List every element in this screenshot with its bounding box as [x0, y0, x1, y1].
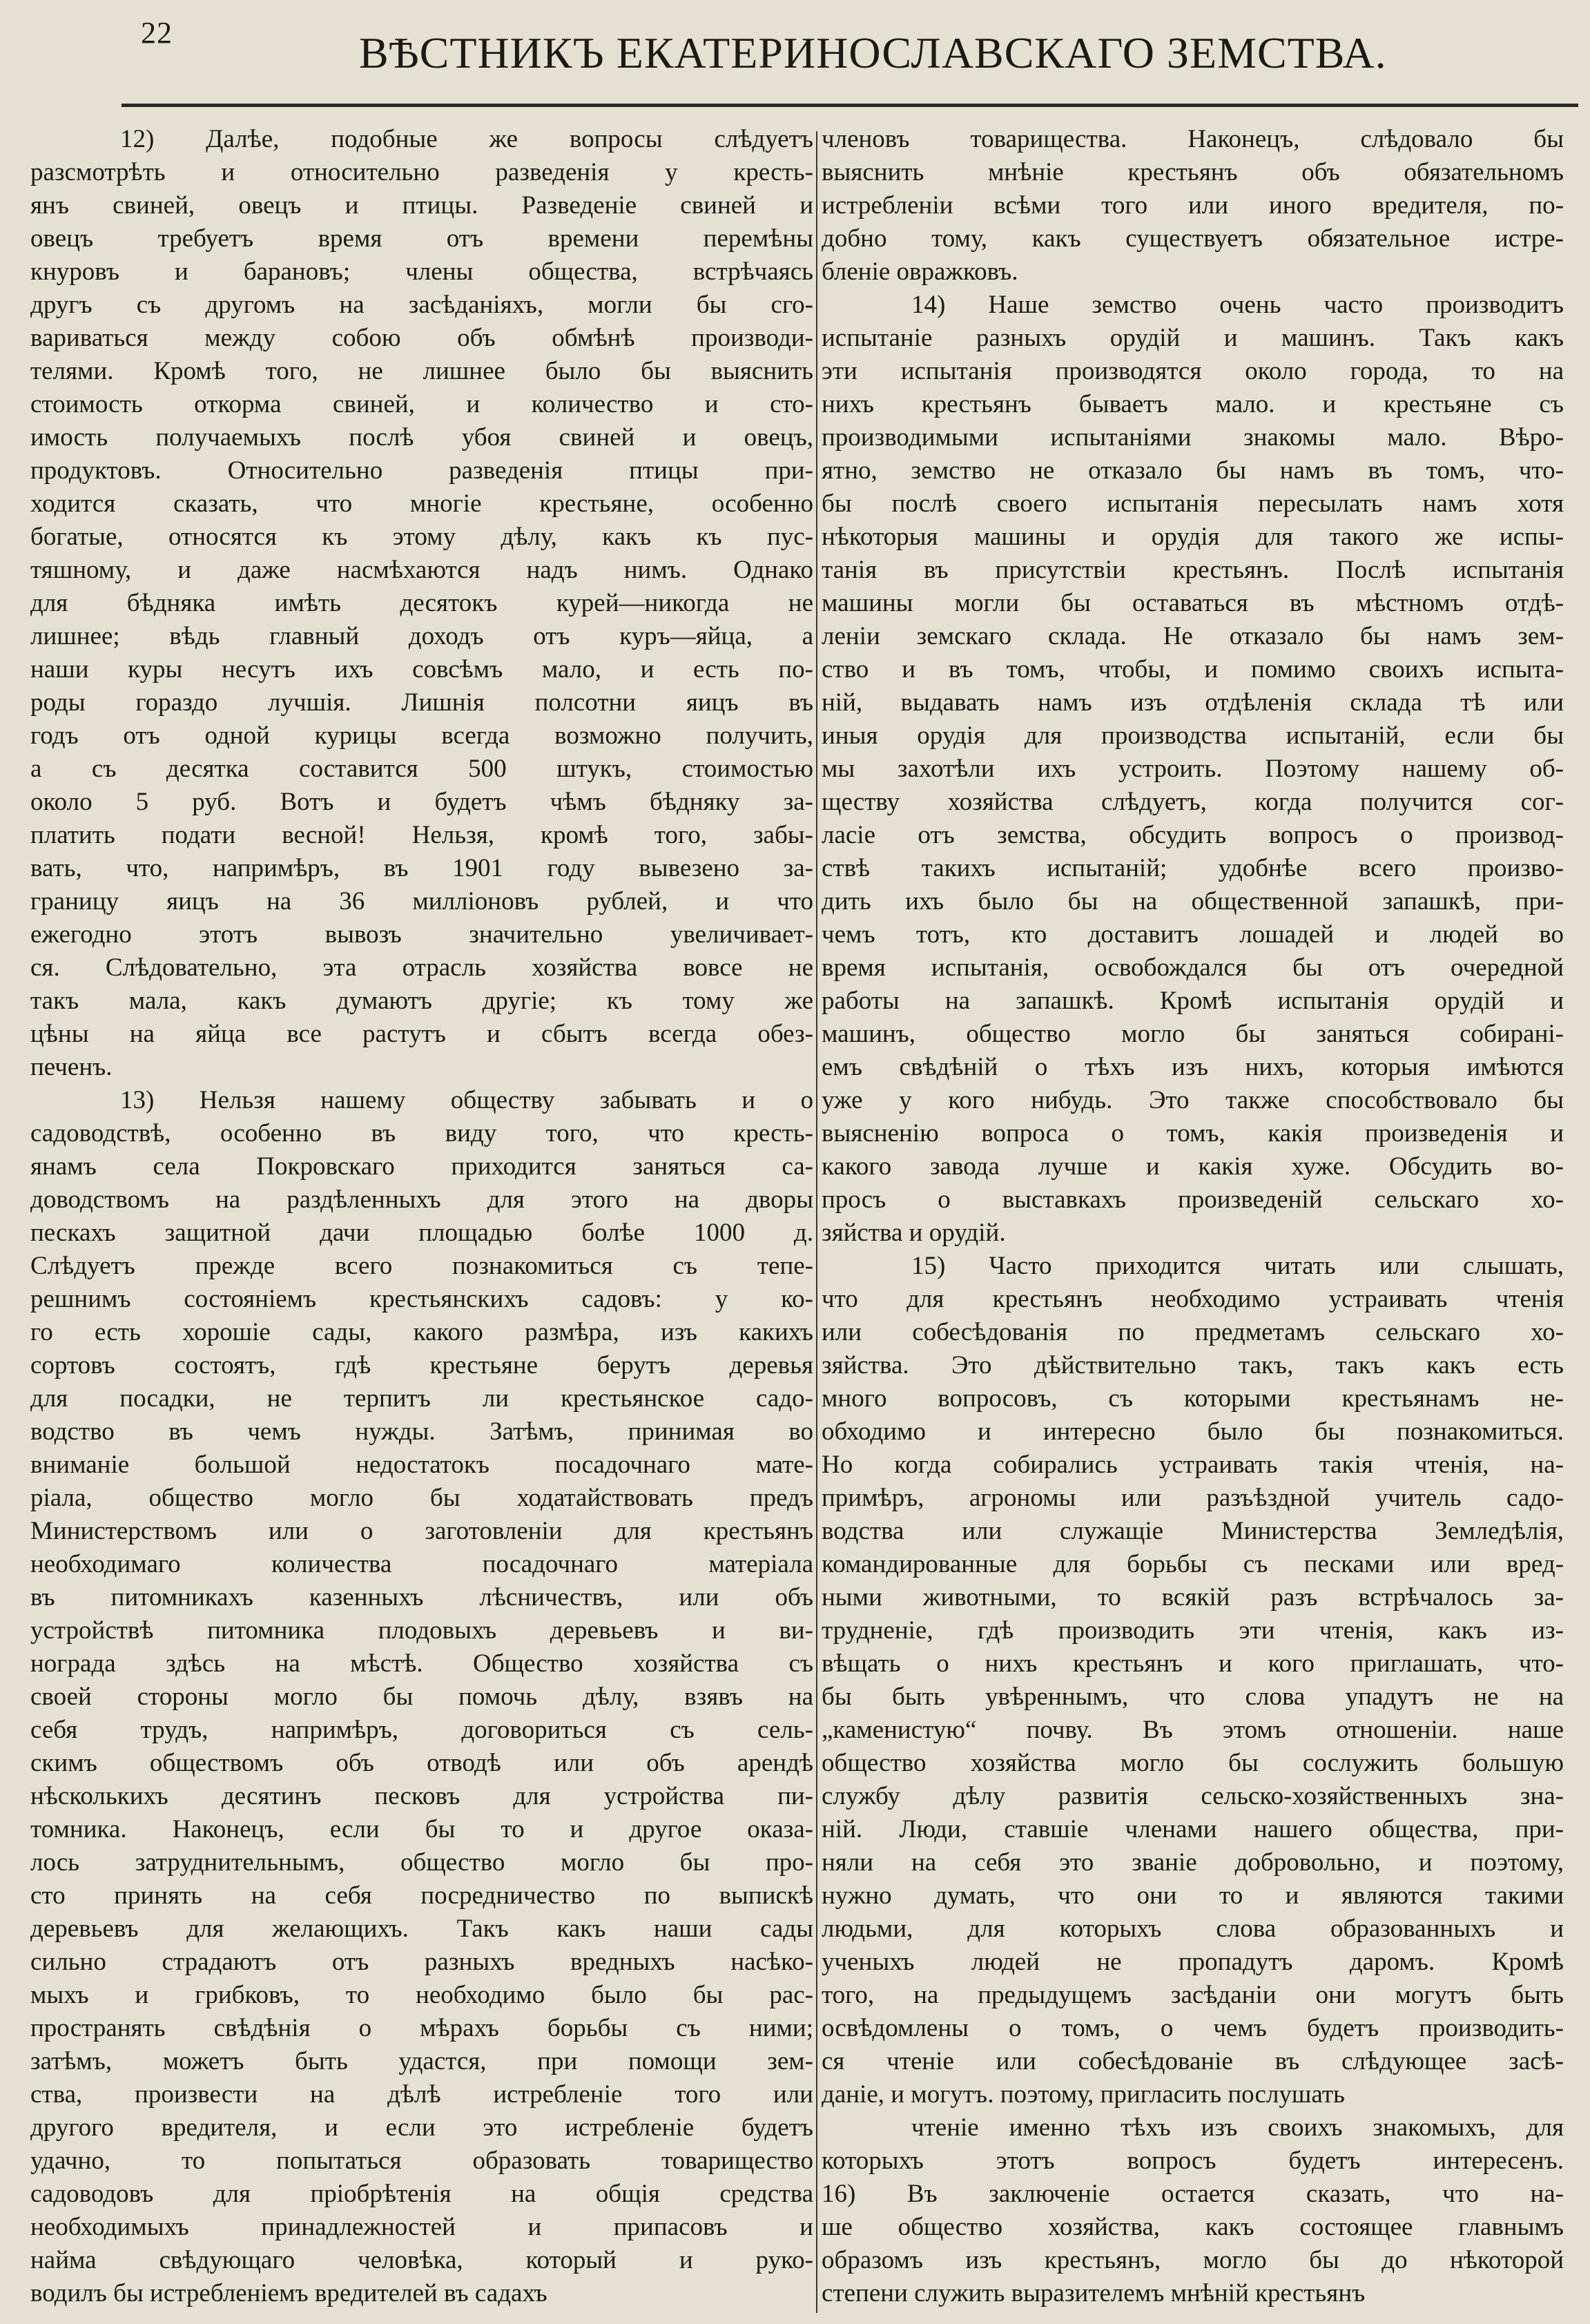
text-line: леніи земскаго склада. Не отказало бы намъ зем- [822, 622, 1564, 650]
text-line: чтеніе именно тѣхъ изъ своихъ знакомыхъ, для [911, 2113, 1564, 2142]
text-line: лишнее; вѣдь главный доходъ отъ куръ—яйца, а [30, 622, 813, 650]
text-line: необходимаго количества посадочнаго матеріала [30, 1550, 813, 1578]
text-line: садоводствѣ, особенно въ виду того, что кресть- [30, 1119, 813, 1148]
text-line: роды гораздо лучшія. Лишнія полсотни яицъ въ [30, 688, 813, 717]
text-line: янамъ села Покровскаго приходится заняться са- [30, 1152, 813, 1181]
text-line: или собесѣдованія по предметамъ сельскаго хо- [822, 1318, 1564, 1346]
text-line: чемъ тотъ, кто доставитъ лошадей и людей во [822, 920, 1564, 949]
text-line: 15) Часто приходится читать или слышать, [911, 1252, 1564, 1280]
text-line: сортовъ состоятъ, гдѣ крестьяне берутъ деревья [30, 1351, 813, 1379]
text-line: производимыми испытаніями знакомы мало. Вѣро- [822, 423, 1564, 452]
text-line: ласіе отъ земства, обсудить вопросъ о производ- [822, 821, 1564, 849]
text-line: нѣсколькихъ десятинъ песковъ для устройства пи- [30, 1782, 813, 1810]
text-line: Министерствомъ или о заготовленіи для крестьянъ [30, 1517, 813, 1545]
text-line: даніе, и могутъ. поэтому, пригласить послушать [822, 2080, 1345, 2109]
text-line: для посадки, не терпитъ ли крестьянское садо- [30, 1384, 813, 1413]
text-line: командированные для борьбы съ песками или вред- [822, 1550, 1564, 1578]
text-line: скимъ обществомъ объ отводѣ или объ арендѣ [30, 1749, 813, 1777]
text-line: „каменистую“ почву. Въ этомъ отношеніи. наше [822, 1716, 1564, 1744]
text-line: въ питомникахъ казенныхъ лѣсничествъ, или объ [30, 1583, 813, 1611]
text-line: бы послѣ своего испытанія пересылать намъ хотя [822, 490, 1564, 518]
text-line: своей стороны могло бы помочь дѣлу, взявъ на [30, 1683, 813, 1711]
text-line: около 5 руб. Вотъ и будетъ чѣмъ бѣдняку за- [30, 788, 813, 816]
text-line: нѣкоторыя машины и орудія для такого же испы- [822, 523, 1564, 551]
text-line: Но когда собирались устраивать такія чтенія, на- [822, 1451, 1564, 1479]
text-line: а съ десятка составится 500 штукъ, стоимостью [30, 755, 813, 783]
text-line: бы быть увѣреннымъ, что слова упадутъ не на [822, 1683, 1564, 1711]
text-line: вниманіе большой недостатокъ посадочнаго мате- [30, 1451, 813, 1479]
text-line: машинъ, общество могло бы заняться собирані- [822, 1020, 1564, 1048]
text-line: ходится сказать, что многіе крестьяне, особенно [30, 490, 813, 518]
text-line: мыхъ и грибковъ, то необходимо было бы рас- [30, 1981, 813, 2009]
text-line: машины могли бы оставаться въ мѣстномъ отдѣ- [822, 589, 1564, 617]
text-line: садоводовъ для пріобрѣтенія на общія средства [30, 2180, 813, 2208]
text-line: водилъ бы истребленіемъ вредителей въ садахъ [30, 2279, 547, 2307]
text-line: наши куры несутъ ихъ совсѣмъ мало, и есть по- [30, 655, 813, 684]
text-line: вать, что, напримѣръ, въ 1901 году вывезено за- [30, 854, 813, 882]
text-line: ства, произвести на дѣлѣ истребленіе того или [30, 2080, 813, 2109]
text-line: 12) Далѣе, подобные же вопросы слѣдуетъ [120, 125, 813, 153]
journal-title: ВѢСТНИКЪ ЕКАТЕРИНОСЛАВСКАГО ЗЕМСТВА. [359, 28, 1387, 77]
text-line: обходимо и интересно было бы познакомиться. [822, 1417, 1564, 1446]
text-line: няли на себя это званіе добровольно, и поэтому, [822, 1848, 1564, 1877]
text-line: истребленіи всѣми того или иного вредителя, по- [822, 191, 1564, 220]
text-line: 14) Наше земство очень часто производитъ [911, 291, 1564, 319]
text-line: Слѣдуетъ прежде всего познакомиться съ тепе- [30, 1252, 813, 1280]
text-line: сто принять на себя посредничество по выпискѣ [30, 1881, 813, 1910]
text-line: водство въ чемъ нужды. Затѣмъ, принимая во [30, 1417, 813, 1446]
text-line: образомъ изъ крестьянъ, могло бы до нѣкоторой [822, 2246, 1564, 2274]
text-line: имость получаемыхъ послѣ убоя свиней и овецъ, [30, 423, 813, 452]
text-line: освѣдомлены о томъ, о чемъ будетъ производить- [822, 2014, 1564, 2042]
text-line: степени служить выразителемъ мнѣній крестьянъ [822, 2279, 1366, 2307]
page-number: 22 [141, 16, 173, 50]
text-line: найма свѣдующаго человѣка, который и руко- [30, 2246, 813, 2274]
text-line: выяснить мнѣніе крестьянъ объ обязательномъ [822, 158, 1564, 186]
text-line: ными животными, то всякій разъ встрѣчалось за- [822, 1583, 1564, 1611]
text-line: ство и въ томъ, чтобы, и помимо своихъ испыта- [822, 655, 1564, 684]
text-line: выясненію вопроса о томъ, какія произведенія и [822, 1119, 1564, 1148]
text-line: добно тому, какъ существуетъ обязательное истре- [822, 224, 1564, 253]
text-line: бленіе овражковъ. [822, 258, 1018, 286]
text-line: пространять свѣдѣнія о мѣрахъ борьбы съ ними; [30, 2014, 813, 2042]
text-line: ствѣ такихъ испытаній; удобнѣе всего произво- [822, 854, 1564, 882]
text-line: ше общество хозяйства, какъ состоящее главнымъ [822, 2213, 1564, 2241]
text-line: ріала, общество могло бы ходатайствовать предъ [30, 1484, 813, 1512]
text-line: пескахъ защитной дачи площадью болѣе 1000 д. [30, 1219, 813, 1247]
text-line: сильно страдаютъ отъ разныхъ вредныхъ насѣко- [30, 1948, 813, 1976]
text-line: вариваться между собою объ обмѣнѣ производи- [30, 324, 813, 352]
text-line: лось затруднительнымъ, общество могло бы про- [30, 1848, 813, 1877]
text-line: зяйства и орудій. [822, 1219, 1006, 1247]
text-line: устройствѣ питомника плодовыхъ деревьевъ и ви- [30, 1616, 813, 1645]
text-line: членовъ товарищества. Наконецъ, слѣдовало бы [822, 125, 1564, 153]
text-line: какого завода лучше и какія хуже. Обсудить во- [822, 1152, 1564, 1181]
text-line: другого вредителя, и если это истребленіе будетъ [30, 2113, 813, 2142]
text-line: вѣщать о нихъ крестьянъ и кого приглашать, что- [822, 1649, 1564, 1678]
text-line: общество хозяйства могло бы сослужить большую [822, 1749, 1564, 1777]
text-line: танія въ присутствіи крестьянъ. Послѣ испытанія [822, 556, 1564, 584]
text-line: томника. Наконецъ, если бы то и другое оказа- [30, 1815, 813, 1843]
text-line: разсмотрѣть и относительно разведенія у кресть- [30, 158, 813, 186]
text-line: стоимость откорма свиней, и количество и сто- [30, 390, 813, 418]
text-line: себя трудъ, напримѣръ, договориться съ сель- [30, 1716, 813, 1744]
text-line: затѣмъ, можетъ быть удастся, при помощи зем- [30, 2047, 813, 2075]
text-line: нихъ крестьянъ бываетъ мало. и крестьяне съ [822, 390, 1564, 418]
text-line: необходимыхъ принадлежностей и припасовъ и [30, 2213, 813, 2241]
text-line: печенъ. [30, 1053, 113, 1081]
text-line: мы захотѣли ихъ устроить. Поэтому нашему об- [822, 755, 1564, 783]
text-line: ученыхъ людей не пропадутъ даромъ. Кромѣ [822, 1948, 1564, 1976]
text-line: испытаніе разныхъ орудій и машинъ. Такъ какъ [822, 324, 1564, 352]
text-line: того, на предыдущемъ засѣданіи они могутъ быть [822, 1981, 1564, 2009]
column-divider [816, 131, 817, 2313]
text-line: платить подати весной! Нельзя, кромѣ того, забы- [30, 821, 813, 849]
text-line: такъ мала, какъ думаютъ другіе; къ тому же [30, 987, 813, 1015]
text-line: удачно, то попытаться образовать товарищество [30, 2147, 813, 2175]
text-line: другъ съ другомъ на засѣданіяхъ, могли бы сго- [30, 291, 813, 319]
text-line: иныя орудія для производства испытаній, если бы [822, 722, 1564, 750]
text-line: примѣръ, агрономы или разъѣздной учитель садо- [822, 1484, 1564, 1512]
text-line: цѣны на яйца все растутъ и сбытъ всегда обез- [30, 1020, 813, 1048]
text-line: ся чтеніе или собесѣдованіе въ слѣдующее засѣ- [822, 2047, 1564, 2075]
text-line: для бѣдняка имѣть десятокъ курей—никогда не [30, 589, 813, 617]
text-line: телями. Кромѣ того, не лишнее было бы выяснить [30, 357, 813, 385]
text-line: 13) Нельзя нашему обществу забывать и о [120, 1086, 813, 1114]
text-line: ній. Люди, ставшіе членами нашего общества, при- [822, 1815, 1564, 1843]
text-line: нужно думать, что они то и являются такими [822, 1881, 1564, 1910]
text-line: работы на запашкѣ. Кромѣ испытанія орудій и [822, 987, 1564, 1015]
text-line: нограда здѣсь на мѣстѣ. Общество хозяйства съ [30, 1649, 813, 1678]
text-line: деревьевъ для желающихъ. Такъ какъ наши сады [30, 1915, 813, 1943]
right-column [822, 123, 1564, 2318]
text-line: зяйства. Это дѣйствительно такъ, такъ какъ есть [822, 1351, 1564, 1379]
text-line: ній, выдавать намъ изъ отдѣленія склада тѣ или [822, 688, 1564, 717]
left-column [30, 123, 813, 2318]
text-line: уже у кого нибудь. Это также способствовало бы [822, 1086, 1564, 1114]
text-line: янъ свиней, овецъ и птицы. Разведеніе свиней и [30, 191, 813, 220]
text-line: ществу хозяйства слѣдуетъ, когда получится сог- [822, 788, 1564, 816]
text-line: эти испытанія производятся около города, то на [822, 357, 1564, 385]
text-line: службу дѣлу развитія сельско-хозяйственныхъ зна- [822, 1782, 1564, 1810]
text-line: время испытанія, освобождался бы отъ очередной [822, 953, 1564, 982]
header-rule [122, 104, 1578, 107]
text-line: границу яицъ на 36 милліоновъ рублей, и что [30, 887, 813, 916]
text-line: просъ о выставкахъ произведеній сельскаго хо- [822, 1185, 1564, 1214]
text-line: трудненіе, гдѣ производить эти чтенія, какъ из- [822, 1616, 1564, 1645]
text-line: годъ отъ одной курицы всегда возможно получить, [30, 722, 813, 750]
text-line: продуктовъ. Относительно разведенія птицы при- [30, 456, 813, 485]
text-line: 16) Въ заключеніе остается сказать, что на- [822, 2180, 1564, 2208]
text-line: ся. Слѣдовательно, эта отрасль хозяйства вовсе не [30, 953, 813, 982]
text-line: дить ихъ было бы на общественной запашкѣ, при- [822, 887, 1564, 916]
text-line: много вопросовъ, съ которыми крестьянамъ не- [822, 1384, 1564, 1413]
text-line: которыхъ этотъ вопросъ будетъ интересенъ. [822, 2147, 1564, 2175]
text-line: овецъ требуетъ время отъ времени перемѣны [30, 224, 813, 253]
text-line: ежегодно этотъ вывозъ значительно увеличивает- [30, 920, 813, 949]
text-line: водства или служащіе Министерства Земледѣлія, [822, 1517, 1564, 1545]
text-line: доводствомъ на раздѣленныхъ для этого на дворы [30, 1185, 813, 1214]
page-header [0, 0, 1590, 121]
text-line: емъ свѣдѣній о тѣхъ изъ нихъ, которыя имѣются [822, 1053, 1564, 1081]
text-line: тяшному, и даже насмѣхаются надъ нимъ. Однако [30, 556, 813, 584]
text-line: го есть хорошіе сады, какого размѣра, изъ какихъ [30, 1318, 813, 1346]
text-line: кнуровъ и барановъ; члены общества, встрѣчаясь [30, 258, 813, 286]
text-line: что для крестьянъ необходимо устраивать чтенія [822, 1285, 1564, 1313]
text-line: людьми, для которыхъ слова образованныхъ и [822, 1915, 1564, 1943]
text-line: богатые, относятся къ этому дѣлу, какъ къ пус- [30, 523, 813, 551]
text-line: решнимъ состояніемъ крестьянскихъ садовъ: у ко- [30, 1285, 813, 1313]
text-line: ятно, земство не отказало бы намъ въ томъ, что- [822, 456, 1564, 485]
